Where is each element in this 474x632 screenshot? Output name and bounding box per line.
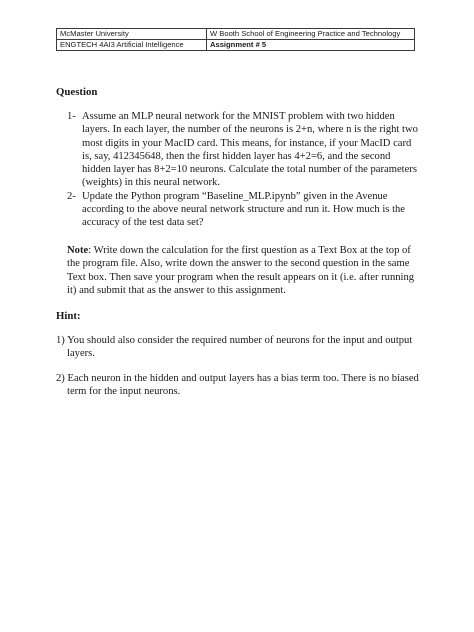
assignment-cell: Assignment # 5 <box>207 40 415 51</box>
note-paragraph <box>67 244 419 297</box>
question-number: 2- <box>67 190 76 202</box>
question-item <box>67 110 419 190</box>
university-cell: McMaster University <box>57 29 207 40</box>
school-cell: W Booth School of Engineering Practice and Technology <box>207 29 415 40</box>
course-cell: ENGTECH 4AI3 Artificial Intelligence <box>57 40 207 51</box>
note-label: Note <box>67 245 89 256</box>
header-table <box>56 28 415 51</box>
question-text: Update the Python program “Baseline_MLP.ipynb” given in the Avenue according to the above neural network structure and run it. How much is the accuracy of the test data set? <box>82 190 406 229</box>
header-row <box>57 40 415 51</box>
note-text: : Write down the calculation for the first question as a Text Box at the top of the program file. Also, write down the answer to the second question in the same Text box. Then save your program when the result appears on it (i.e. after running it) and submit that as the answer to this assignment. <box>67 245 415 296</box>
question-text: Assume an MLP neural network for the MNIST problem with two hidden layers. In each layer, the number of the neurons is 2+n, where n is the right two most digits in your MacID card. This means, for instance, if your MacID card is, say, 412345648, then the first hidden layer has 4+2=6, and the second hidden layer has 8+2=10 neurons. Calculate the total number of the parameters (weights) in this neural network. <box>82 111 418 189</box>
question-number: 1- <box>67 111 76 122</box>
question-list <box>67 110 419 230</box>
question-item <box>67 190 419 230</box>
hint-heading: Hint: <box>56 310 81 322</box>
header-row <box>57 29 415 40</box>
question-heading: Question <box>56 86 98 98</box>
hint-item: 1) You should also consider the required number of neurons for the input and output layers. <box>56 335 413 360</box>
hint-item: 2) Each neuron in the hidden and output layers has a bias term too. There is no biased term for the input neurons. <box>56 373 419 398</box>
